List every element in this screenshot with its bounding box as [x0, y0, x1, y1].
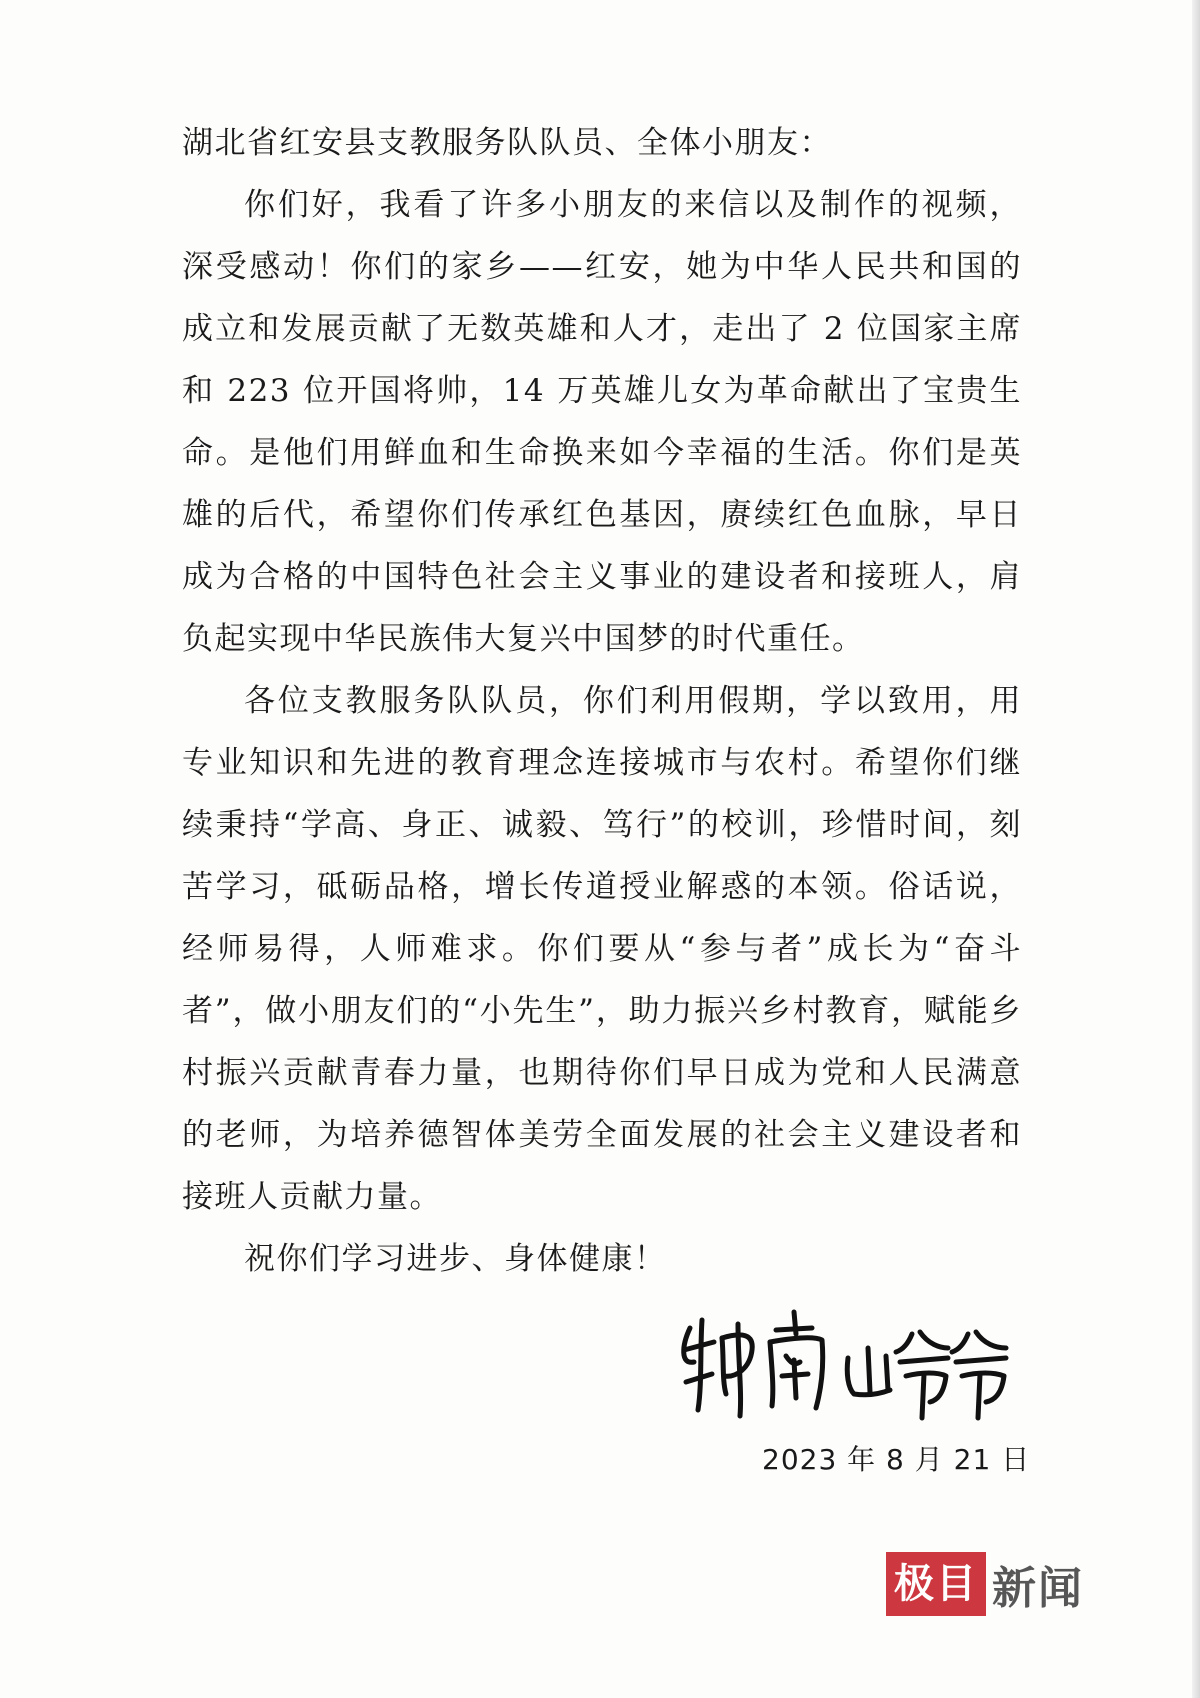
scan-edge	[1192, 0, 1200, 1698]
watermark-logo-text: 新闻	[992, 1563, 1084, 1614]
letter-salutation: 湖北省红安县支教服务队队员、全体小朋友：	[182, 125, 832, 161]
letter-date: 2023 年 8 月 21 日	[762, 1443, 1031, 1476]
letter-paragraph-1: 你们好，我看了许多小朋友的来信以及制作的视频，深受感动！你们的家乡——红安，她为中华人民共和国的成立和发展贡献了无数英雄和人才，走出了 2 位国家主席和 223 位开国将帅，14 万英雄儿女为革命献出了宝贵生命。是他们用鲜血和生命换来如今幸福的生活。你们是英雄的后代，希望你们传承红色基因，赓续红色血脉，早日成为合格的中国特色社会主义事业的建设者和接班人，肩负起实现中华民族伟大复兴中国梦的时代重任。	[182, 187, 1022, 657]
letter-closing: 祝你们学习进步、身体健康！	[244, 1241, 667, 1277]
news-watermark	[886, 1552, 1084, 1616]
letter-body	[182, 112, 1022, 1290]
watermark-logo-box: 极目	[886, 1552, 986, 1616]
handwritten-signature	[672, 1290, 1022, 1425]
letter-paragraph-2: 各位支教服务队队员，你们利用假期，学以致用，用专业知识和先进的教育理念连接城市与农村。希望你们继续秉持“学高、身正、诚毅、笃行”的校训，珍惜时间，刻苦学习，砥砺品格，增长传道授业解惑的本领。俗话说，经师易得，人师难求。你们要从“参与者”成长为“奋斗者”，做小朋友们的“小先生”，助力振兴乡村教育，赋能乡村振兴贡献青春力量，也期待你们早日成为党和人民满意的老师，为培养德智体美劳全面发展的社会主义建设者和接班人贡献力量。	[182, 683, 1022, 1215]
